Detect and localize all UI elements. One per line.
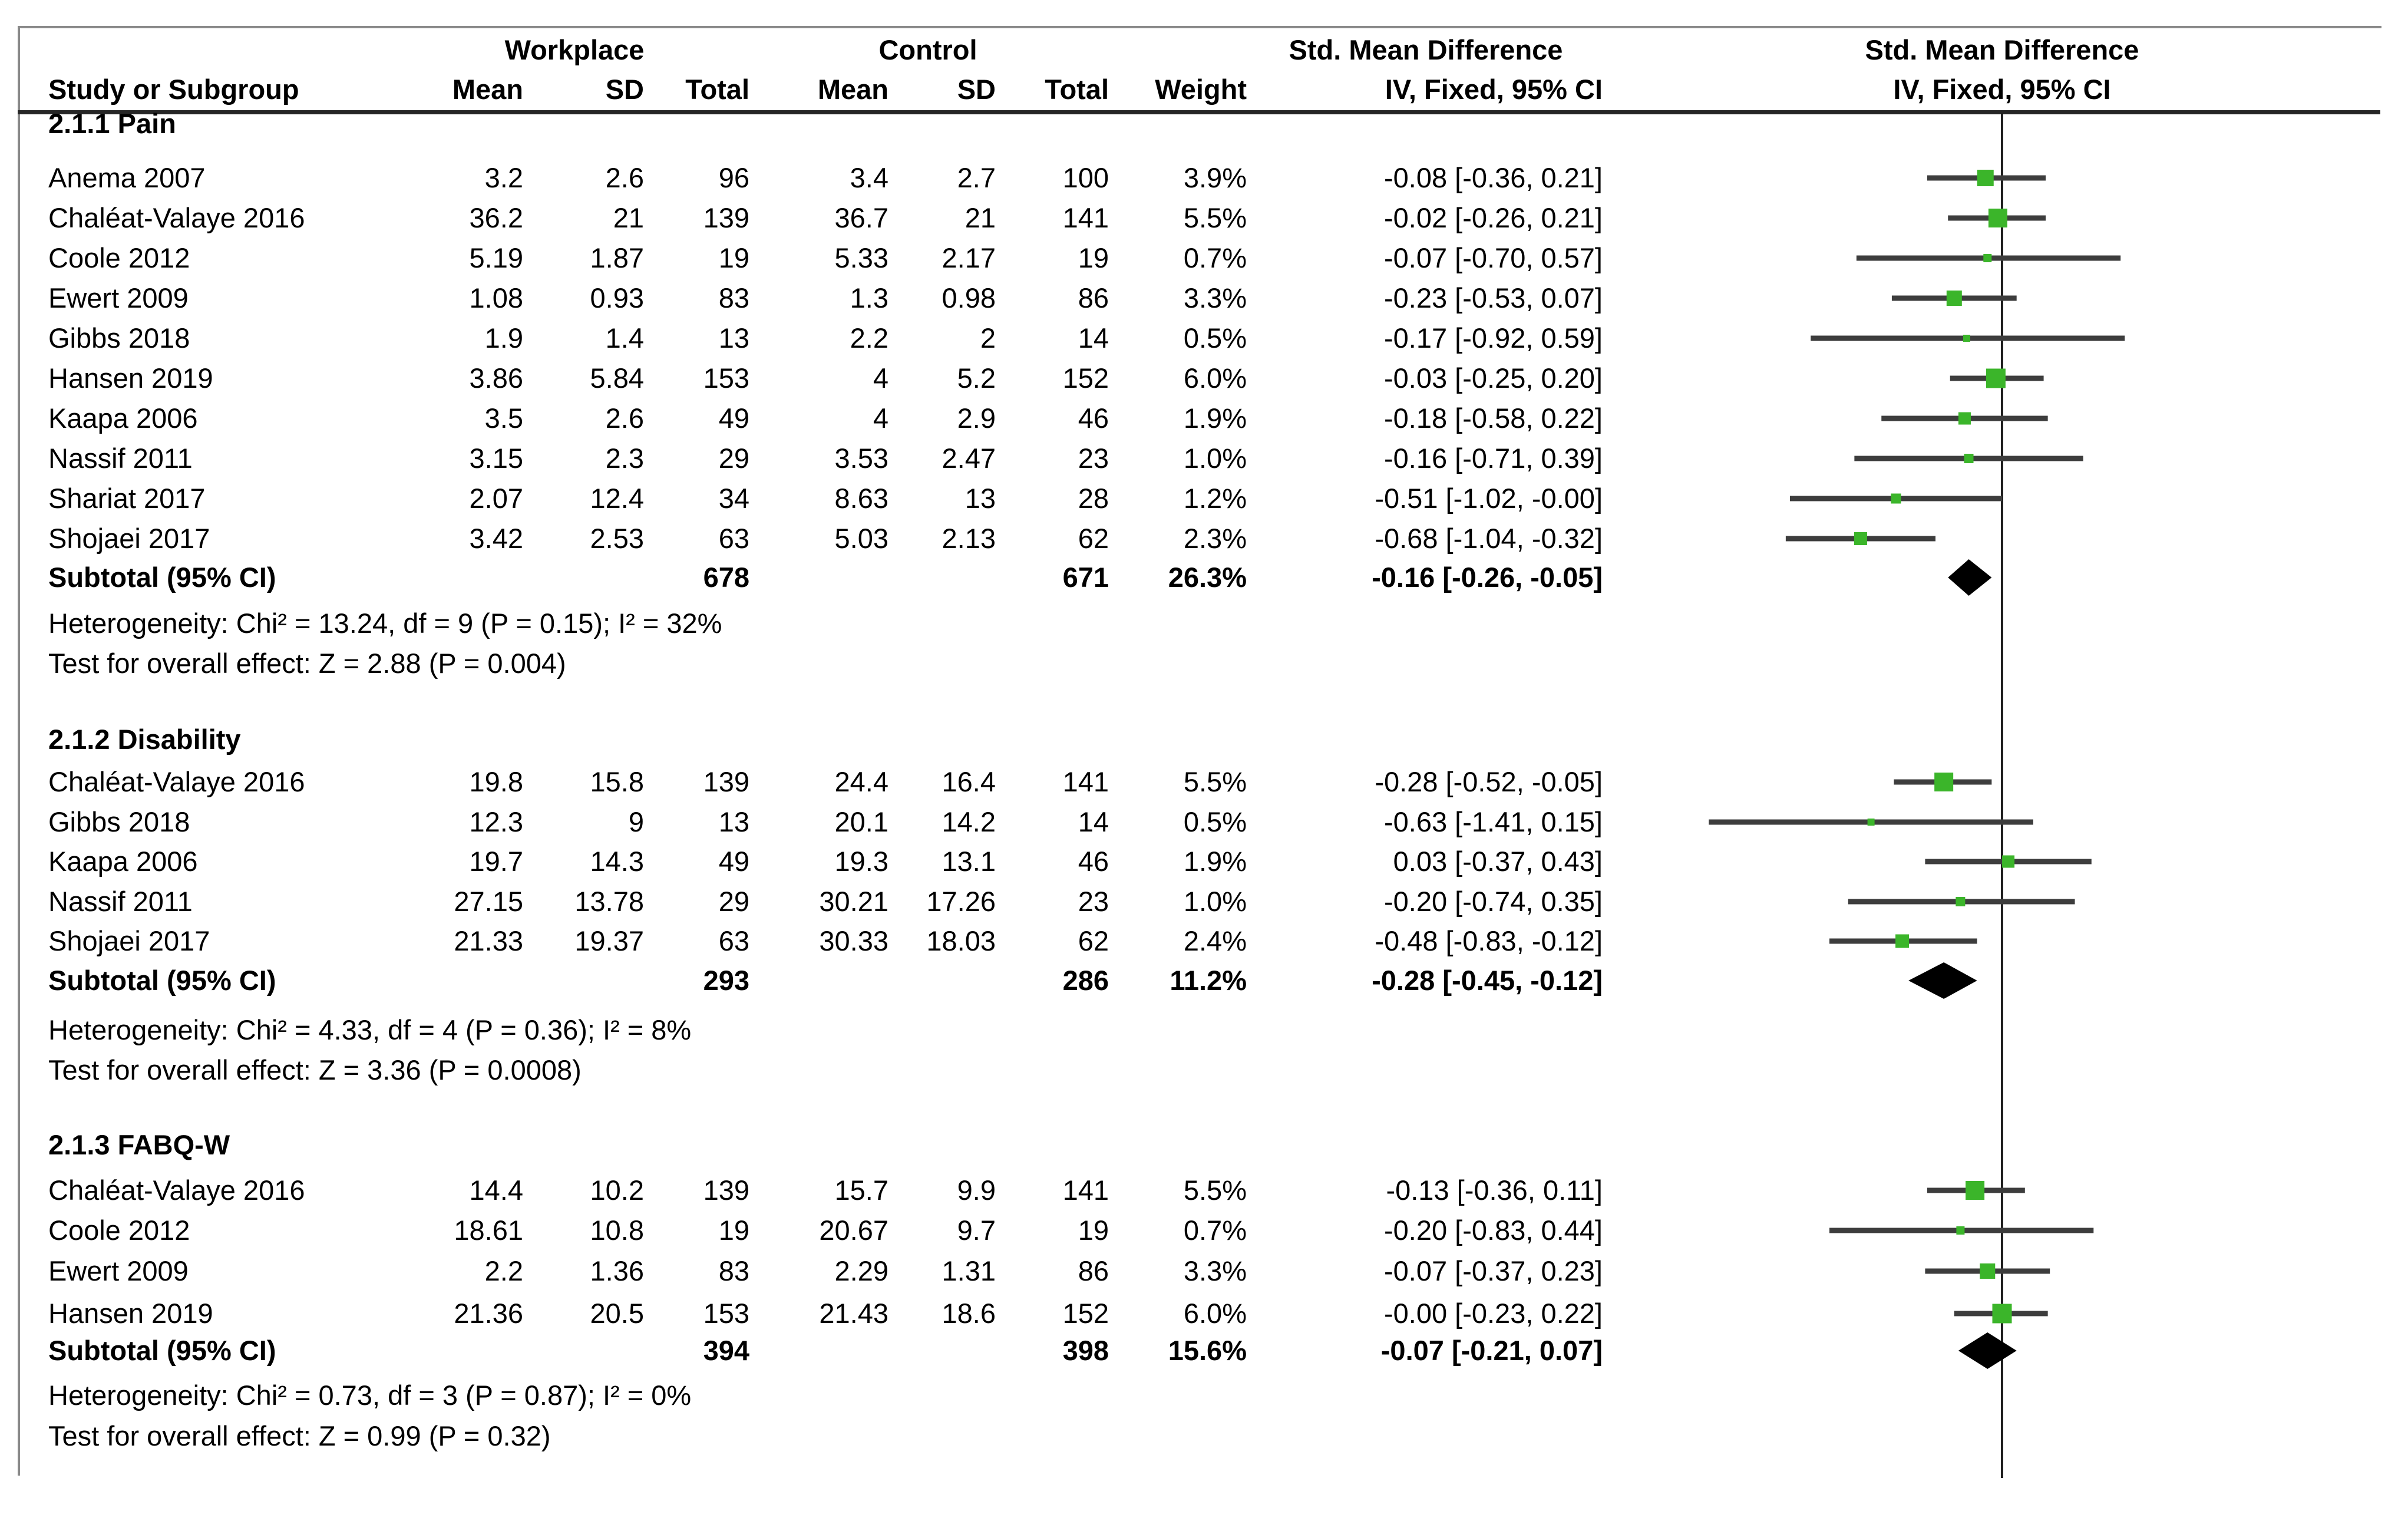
study-name: Chaléat-Valaye 2016 [48,202,305,233]
subtotal-ci-text: -0.28 [-0.45, -0.12] [1372,965,1603,996]
control-mean: 15.7 [834,1174,888,1206]
study-column-header: Study or Subgroup [48,74,299,105]
workplace-total: 153 [703,362,749,394]
control-mean: 1.3 [850,282,888,314]
weight-value: 3.3% [1183,1255,1247,1286]
workplace-total: 63 [718,925,749,956]
point-estimate-marker [1964,454,1974,463]
workplace-mean: 3.42 [469,523,523,554]
workplace-mean: 3.2 [484,162,523,193]
control-mean: 36.7 [834,202,888,233]
control-total: 46 [1078,402,1109,434]
study-name: Anema 2007 [48,162,206,193]
workplace-mean: 27.15 [454,886,523,917]
subtotal-control-total: 671 [1062,562,1109,593]
control-sd: 9.9 [957,1174,996,1206]
workplace-sd: 19.37 [574,925,644,956]
point-estimate-marker [1983,254,1991,262]
weight-value: 0.5% [1183,806,1247,837]
workplace-sd: 13.78 [574,886,644,917]
workplace-sd: 15.8 [590,766,644,797]
control-total: 46 [1078,846,1109,877]
study-name: Ewert 2009 [48,1255,189,1286]
control-total: 19 [1078,1215,1109,1246]
study-name: Hansen 2019 [48,1298,213,1329]
workplace-sd: 2.6 [605,162,644,193]
study-name: Coole 2012 [48,1215,190,1246]
control-sd: 21 [964,202,996,233]
workplace-total-header: Total [685,74,749,105]
ci-text-header: IV, Fixed, 95% CI [1385,74,1603,105]
point-estimate-marker [1958,413,1971,425]
workplace-total: 139 [703,766,749,797]
subtotal-control-total: 286 [1062,965,1109,996]
workplace-mean: 21.36 [454,1298,523,1329]
control-mean: 2.29 [834,1255,888,1286]
smd-plot-column-header: Std. Mean Difference [1865,34,2139,65]
control-sd: 13 [964,483,996,514]
workplace-mean: 3.86 [469,362,523,394]
control-sd: 2.7 [957,162,996,193]
study-name: Chaléat-Valaye 2016 [48,1174,305,1206]
workplace-total: 139 [703,202,749,233]
workplace-mean: 2.07 [469,483,523,514]
smd-ci-text: -0.16 [-0.71, 0.39] [1383,443,1603,474]
smd-ci-text: -0.07 [-0.70, 0.57] [1383,242,1603,273]
smd-ci-text: -0.00 [-0.23, 0.22] [1383,1298,1603,1329]
workplace-sd: 2.53 [590,523,644,554]
workplace-total: 49 [718,402,749,434]
weight-value: 6.0% [1183,1298,1247,1329]
study-name: Nassif 2011 [48,443,193,474]
weight-value: 3.9% [1183,162,1247,193]
control-mean: 5.03 [834,523,888,554]
weight-value: 0.5% [1183,322,1247,354]
control-sd: 1.31 [942,1255,996,1286]
workplace-sd: 12.4 [590,483,644,514]
point-estimate-marker [1963,335,1970,342]
workplace-mean: 21.33 [454,925,523,956]
control-total: 141 [1062,1174,1109,1206]
point-estimate-marker [1947,291,1962,306]
subtotal-label: Subtotal (95% CI) [48,965,276,996]
control-sd: 16.4 [942,766,996,797]
control-mean: 20.67 [819,1215,888,1246]
subtotal-weight: 11.2% [1170,965,1247,996]
subgroup-title: 2.1.3 FABQ-W [48,1129,230,1160]
point-estimate-marker [1868,819,1875,826]
workplace-sd: 9 [628,806,644,837]
control-sd-header: SD [957,74,996,105]
workplace-mean: 36.2 [469,202,523,233]
workplace-sd: 5.84 [590,362,644,394]
control-total: 152 [1062,1298,1109,1329]
control-mean: 3.53 [834,443,888,474]
workplace-mean: 5.19 [469,242,523,273]
workplace-mean-header: Mean [452,74,523,105]
point-estimate-marker [1895,935,1909,948]
control-sd: 13.1 [942,846,996,877]
workplace-group-header: Workplace [504,34,645,65]
control-mean: 4 [873,362,888,394]
control-mean: 5.33 [834,242,888,273]
workplace-total: 34 [718,483,749,514]
study-name: Kaapa 2006 [48,846,198,877]
control-mean: 30.21 [819,886,888,917]
workplace-mean: 3.15 [469,443,523,474]
study-name: Shariat 2017 [48,483,206,514]
control-total: 141 [1062,202,1109,233]
point-estimate-marker [1891,494,1901,504]
workplace-sd: 14.3 [590,846,644,877]
smd-ci-text: -0.20 [-0.83, 0.44] [1383,1215,1603,1246]
subtotal-control-total: 398 [1062,1335,1109,1366]
control-total: 28 [1078,483,1109,514]
control-mean: 24.4 [834,766,888,797]
study-name: Chaléat-Valaye 2016 [48,766,305,797]
control-total: 100 [1062,162,1109,193]
weight-header: Weight [1155,74,1247,105]
workplace-sd: 1.4 [605,322,644,354]
overall-effect-text: Test for overall effect: Z = 0.99 (P = 0.32) [48,1420,551,1451]
weight-value: 1.0% [1183,886,1247,917]
control-sd: 9.7 [957,1215,996,1246]
workplace-total: 19 [718,1215,749,1246]
workplace-mean: 12.3 [469,806,523,837]
workplace-total: 63 [718,523,749,554]
subtotal-diamond [1948,559,1991,596]
control-mean: 30.33 [819,925,888,956]
control-sd: 0.98 [942,282,996,314]
point-estimate-marker [1934,773,1953,791]
control-total: 23 [1078,443,1109,474]
point-estimate-marker [1989,209,2007,227]
weight-value: 0.7% [1183,1215,1247,1246]
workplace-total: 19 [718,242,749,273]
weight-value: 1.0% [1183,443,1247,474]
workplace-total: 29 [718,443,749,474]
workplace-mean: 1.9 [484,322,523,354]
workplace-total: 13 [718,806,749,837]
study-name: Nassif 2011 [48,886,193,917]
study-name: Ewert 2009 [48,282,189,314]
control-sd: 18.03 [926,925,996,956]
control-mean: 4 [873,402,888,434]
weight-value: 2.3% [1183,523,1247,554]
smd-ci-text: -0.20 [-0.74, 0.35] [1383,886,1603,917]
control-total: 141 [1062,766,1109,797]
workplace-mean: 19.8 [469,766,523,797]
control-total: 152 [1062,362,1109,394]
point-estimate-marker [1966,1181,1984,1200]
smd-ci-text: -0.63 [-1.41, 0.15] [1383,806,1603,837]
control-total: 14 [1078,322,1109,354]
subgroup-title: 2.1.2 Disability [48,724,241,755]
weight-value: 5.5% [1183,202,1247,233]
workplace-total: 29 [718,886,749,917]
subtotal-ci-text: -0.16 [-0.26, -0.05] [1372,562,1603,593]
heterogeneity-text: Heterogeneity: Chi² = 4.33, df = 4 (P = 0.36); I² = 8% [48,1014,692,1045]
point-estimate-marker [1956,1226,1964,1235]
ci-plot-header: IV, Fixed, 95% CI [1893,74,2111,105]
workplace-mean: 1.08 [469,282,523,314]
workplace-total: 139 [703,1174,749,1206]
heterogeneity-text: Heterogeneity: Chi² = 0.73, df = 3 (P = 0.87); I² = 0% [48,1380,692,1411]
workplace-sd: 1.36 [590,1255,644,1286]
workplace-sd: 10.8 [590,1215,644,1246]
subtotal-label: Subtotal (95% CI) [48,1335,276,1366]
control-sd: 2.13 [942,523,996,554]
subtotal-diamond [1908,962,1977,999]
smd-ci-text: -0.02 [-0.26, 0.21] [1383,202,1603,233]
workplace-sd: 20.5 [590,1298,644,1329]
control-mean: 3.4 [850,162,888,193]
smd-ci-text: -0.07 [-0.37, 0.23] [1383,1255,1603,1286]
heterogeneity-text: Heterogeneity: Chi² = 13.24, df = 9 (P = 0.15); I² = 32% [48,608,722,639]
smd-ci-text: -0.13 [-0.36, 0.11] [1386,1174,1603,1206]
control-total-header: Total [1045,74,1109,105]
smd-ci-text: -0.51 [-1.02, -0.00] [1375,483,1603,514]
control-sd: 5.2 [957,362,996,394]
study-name: Hansen 2019 [48,362,213,394]
workplace-total: 83 [718,1255,749,1286]
weight-value: 1.2% [1183,483,1247,514]
weight-value: 1.9% [1183,846,1247,877]
control-total: 62 [1078,925,1109,956]
subtotal-ci-text: -0.07 [-0.21, 0.07] [1380,1335,1603,1366]
workplace-mean: 14.4 [469,1174,523,1206]
point-estimate-marker [1854,532,1867,545]
point-estimate-marker [1977,170,1994,186]
weight-value: 6.0% [1183,362,1247,394]
control-sd: 14.2 [942,806,996,837]
weight-value: 2.4% [1183,925,1247,956]
control-sd: 2 [980,322,996,354]
study-name: Gibbs 2018 [48,322,190,354]
study-name: Shojaei 2017 [48,925,210,956]
workplace-total: 153 [703,1298,749,1329]
control-sd: 17.26 [926,886,996,917]
smd-ci-text: -0.28 [-0.52, -0.05] [1375,766,1603,797]
workplace-sd: 0.93 [590,282,644,314]
study-name: Kaapa 2006 [48,402,198,434]
subtotal-workplace-total: 293 [703,965,749,996]
smd-text-column-header: Std. Mean Difference [1289,34,1563,65]
point-estimate-marker [1993,1304,2012,1324]
overall-effect-text: Test for overall effect: Z = 3.36 (P = 0.0008) [48,1054,582,1085]
point-estimate-marker [1980,1263,1995,1279]
smd-ci-text: -0.18 [-0.58, 0.22] [1383,402,1603,434]
control-mean: 20.1 [834,806,888,837]
overall-effect-text: Test for overall effect: Z = 2.88 (P = 0.004) [48,648,566,679]
smd-ci-text: -0.08 [-0.36, 0.21] [1383,162,1603,193]
point-estimate-marker [1956,897,1965,906]
smd-ci-text: -0.23 [-0.53, 0.07] [1383,282,1603,314]
control-mean: 19.3 [834,846,888,877]
workplace-total: 13 [718,322,749,354]
subtotal-weight: 26.3% [1168,562,1247,593]
subtotal-workplace-total: 678 [703,562,749,593]
weight-value: 3.3% [1183,282,1247,314]
control-total: 23 [1078,886,1109,917]
weight-value: 0.7% [1183,242,1247,273]
subtotal-diamond [1958,1332,2017,1369]
workplace-total: 96 [718,162,749,193]
control-sd: 18.6 [942,1298,996,1329]
study-name: Gibbs 2018 [48,806,190,837]
smd-ci-text: -0.68 [-1.04, -0.32] [1375,523,1603,554]
point-estimate-marker [1986,369,2006,388]
workplace-total: 49 [718,846,749,877]
workplace-mean: 18.61 [454,1215,523,1246]
control-total: 19 [1078,242,1109,273]
subtotal-workplace-total: 394 [703,1335,749,1366]
subgroup-title: 2.1.1 Pain [48,108,176,139]
weight-value: 1.9% [1183,402,1247,434]
control-sd: 2.47 [942,443,996,474]
study-name: Coole 2012 [48,242,190,273]
control-total: 86 [1078,282,1109,314]
control-total: 86 [1078,1255,1109,1286]
control-sd: 2.17 [942,242,996,273]
weight-value: 5.5% [1183,1174,1247,1206]
control-mean: 8.63 [834,483,888,514]
workplace-sd-header: SD [605,74,644,105]
control-mean: 21.43 [819,1298,888,1329]
workplace-total: 83 [718,282,749,314]
smd-ci-text: -0.03 [-0.25, 0.20] [1383,362,1603,394]
smd-ci-text: -0.17 [-0.92, 0.59] [1383,322,1603,354]
workplace-sd: 21 [613,202,644,233]
control-mean-header: Mean [817,74,888,105]
study-name: Shojaei 2017 [48,523,210,554]
workplace-sd: 10.2 [590,1174,644,1206]
point-estimate-marker [2002,856,2014,868]
workplace-mean: 19.7 [469,846,523,877]
control-sd: 2.9 [957,402,996,434]
subtotal-weight: 15.6% [1168,1335,1247,1366]
workplace-mean: 2.2 [484,1255,523,1286]
workplace-sd: 1.87 [590,242,644,273]
smd-ci-text: -0.48 [-0.83, -0.12] [1375,925,1603,956]
workplace-mean: 3.5 [484,402,523,434]
workplace-sd: 2.3 [605,443,644,474]
smd-ci-text: 0.03 [-0.37, 0.43] [1393,846,1603,877]
control-total: 62 [1078,523,1109,554]
control-mean: 2.2 [850,322,888,354]
subtotal-label: Subtotal (95% CI) [48,562,276,593]
weight-value: 5.5% [1183,766,1247,797]
control-group-header: Control [878,34,977,65]
control-total: 14 [1078,806,1109,837]
workplace-sd: 2.6 [605,402,644,434]
